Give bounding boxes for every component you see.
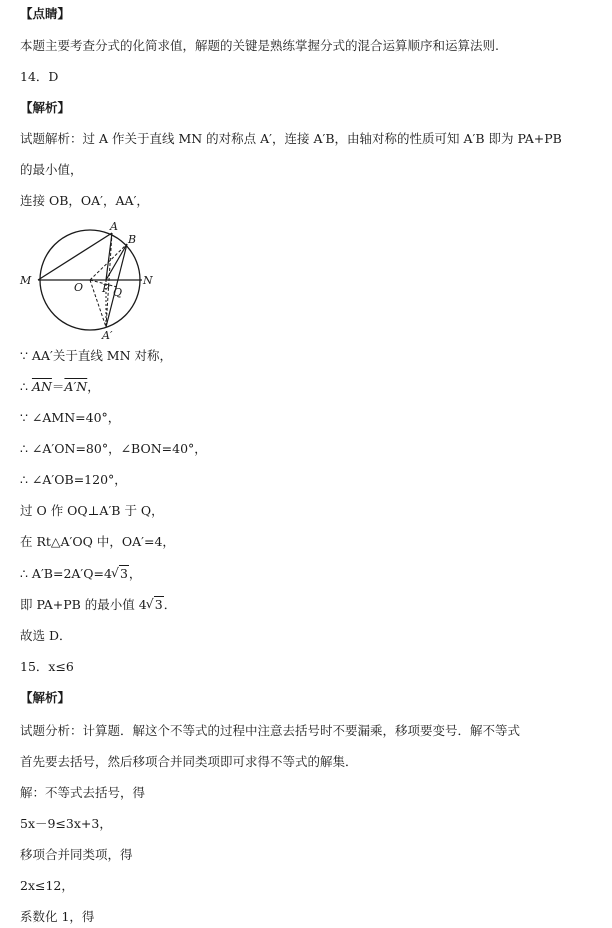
radicand: 3 — [119, 566, 128, 581]
arc-an: $\overline{AN}$ — [31, 379, 52, 394]
label-n: N — [143, 274, 153, 287]
label-a-prime: A′ — [102, 329, 113, 340]
text-part: ， — [87, 379, 100, 394]
text-line: ∴ ∠A′ON=80°，∠BON=40°， — [20, 441, 207, 456]
label-a: A — [110, 220, 118, 233]
text-line: ∵ ∠AMN=40°， — [20, 410, 121, 425]
text-part: 即 PA+PB 的最小值 4 — [20, 597, 147, 612]
segment-ma — [38, 233, 112, 280]
text-line: 系数化 1，得 — [20, 909, 95, 924]
text-line: ∵ AA′关于直线 MN 对称， — [20, 348, 173, 363]
answer-15: 15．x≤6 — [20, 659, 74, 674]
label-p: P — [102, 282, 110, 295]
heading-jiexi: 【解析】 — [20, 690, 71, 705]
text-line: 试题解析：过 A 作关于直线 MN 的对称点 A′，连接 A′B，由轴对称的性质可知 A′B 即为 PA+PB — [20, 131, 562, 146]
sqrt-symbol — [147, 597, 164, 613]
sqrt-symbol — [112, 566, 129, 582]
text-line: 5x－9≤3x+3， — [20, 816, 112, 831]
text-line: 连接 OB，OA′，AA′， — [20, 193, 149, 208]
label-m: M — [20, 274, 32, 287]
text-line: 首先要去括号，然后移项合并同类项即可求得不等式的解集． — [20, 754, 358, 769]
text-part: ＝ — [51, 379, 65, 394]
text-line: 的最小值， — [20, 162, 83, 177]
text-line: 故选 D． — [20, 628, 72, 643]
text-part: ． — [163, 597, 177, 612]
arc-equation — [20, 379, 100, 395]
text-line: 过 O 作 OQ⊥A′B 于 Q， — [20, 503, 164, 518]
text-line: 2x≤12， — [20, 878, 74, 893]
text-line: ∴ ∠A′OB=120°， — [20, 472, 127, 487]
text-part: ， — [128, 566, 142, 581]
text-line: 在 Rt△A′OQ 中，OA′=4， — [20, 534, 175, 549]
heading-jiexi: 【解析】 — [20, 100, 71, 115]
radical-line — [20, 597, 176, 613]
text-line: 试题分析：计算题．解这个不等式的过程中注意去括号时不要漏乘，移项要变号．解不等式 — [20, 723, 521, 738]
text-line: 移项合并同类项，得 — [20, 847, 133, 862]
label-q: Q — [113, 286, 123, 299]
geometry-figure — [14, 218, 154, 340]
text-part: ∴ A′B=2A′Q=4 — [20, 566, 112, 581]
label-o: O — [74, 281, 84, 294]
heading-dianjing: 【点睛】 — [20, 6, 71, 21]
radicand: 3 — [154, 597, 163, 612]
text-line: 解：不等式去括号，得 — [20, 785, 146, 800]
text-part: ∴ — [20, 379, 32, 394]
text-line: 本题主要考查分式的化简求值，解题的关键是熟练掌握分式的混合运算顺序和运算法则. — [20, 38, 499, 53]
answer-14: 14．D — [20, 69, 59, 84]
radical-line — [20, 566, 141, 582]
label-b: B — [128, 233, 137, 246]
arc-a-prime-n: A′N — [64, 379, 88, 394]
